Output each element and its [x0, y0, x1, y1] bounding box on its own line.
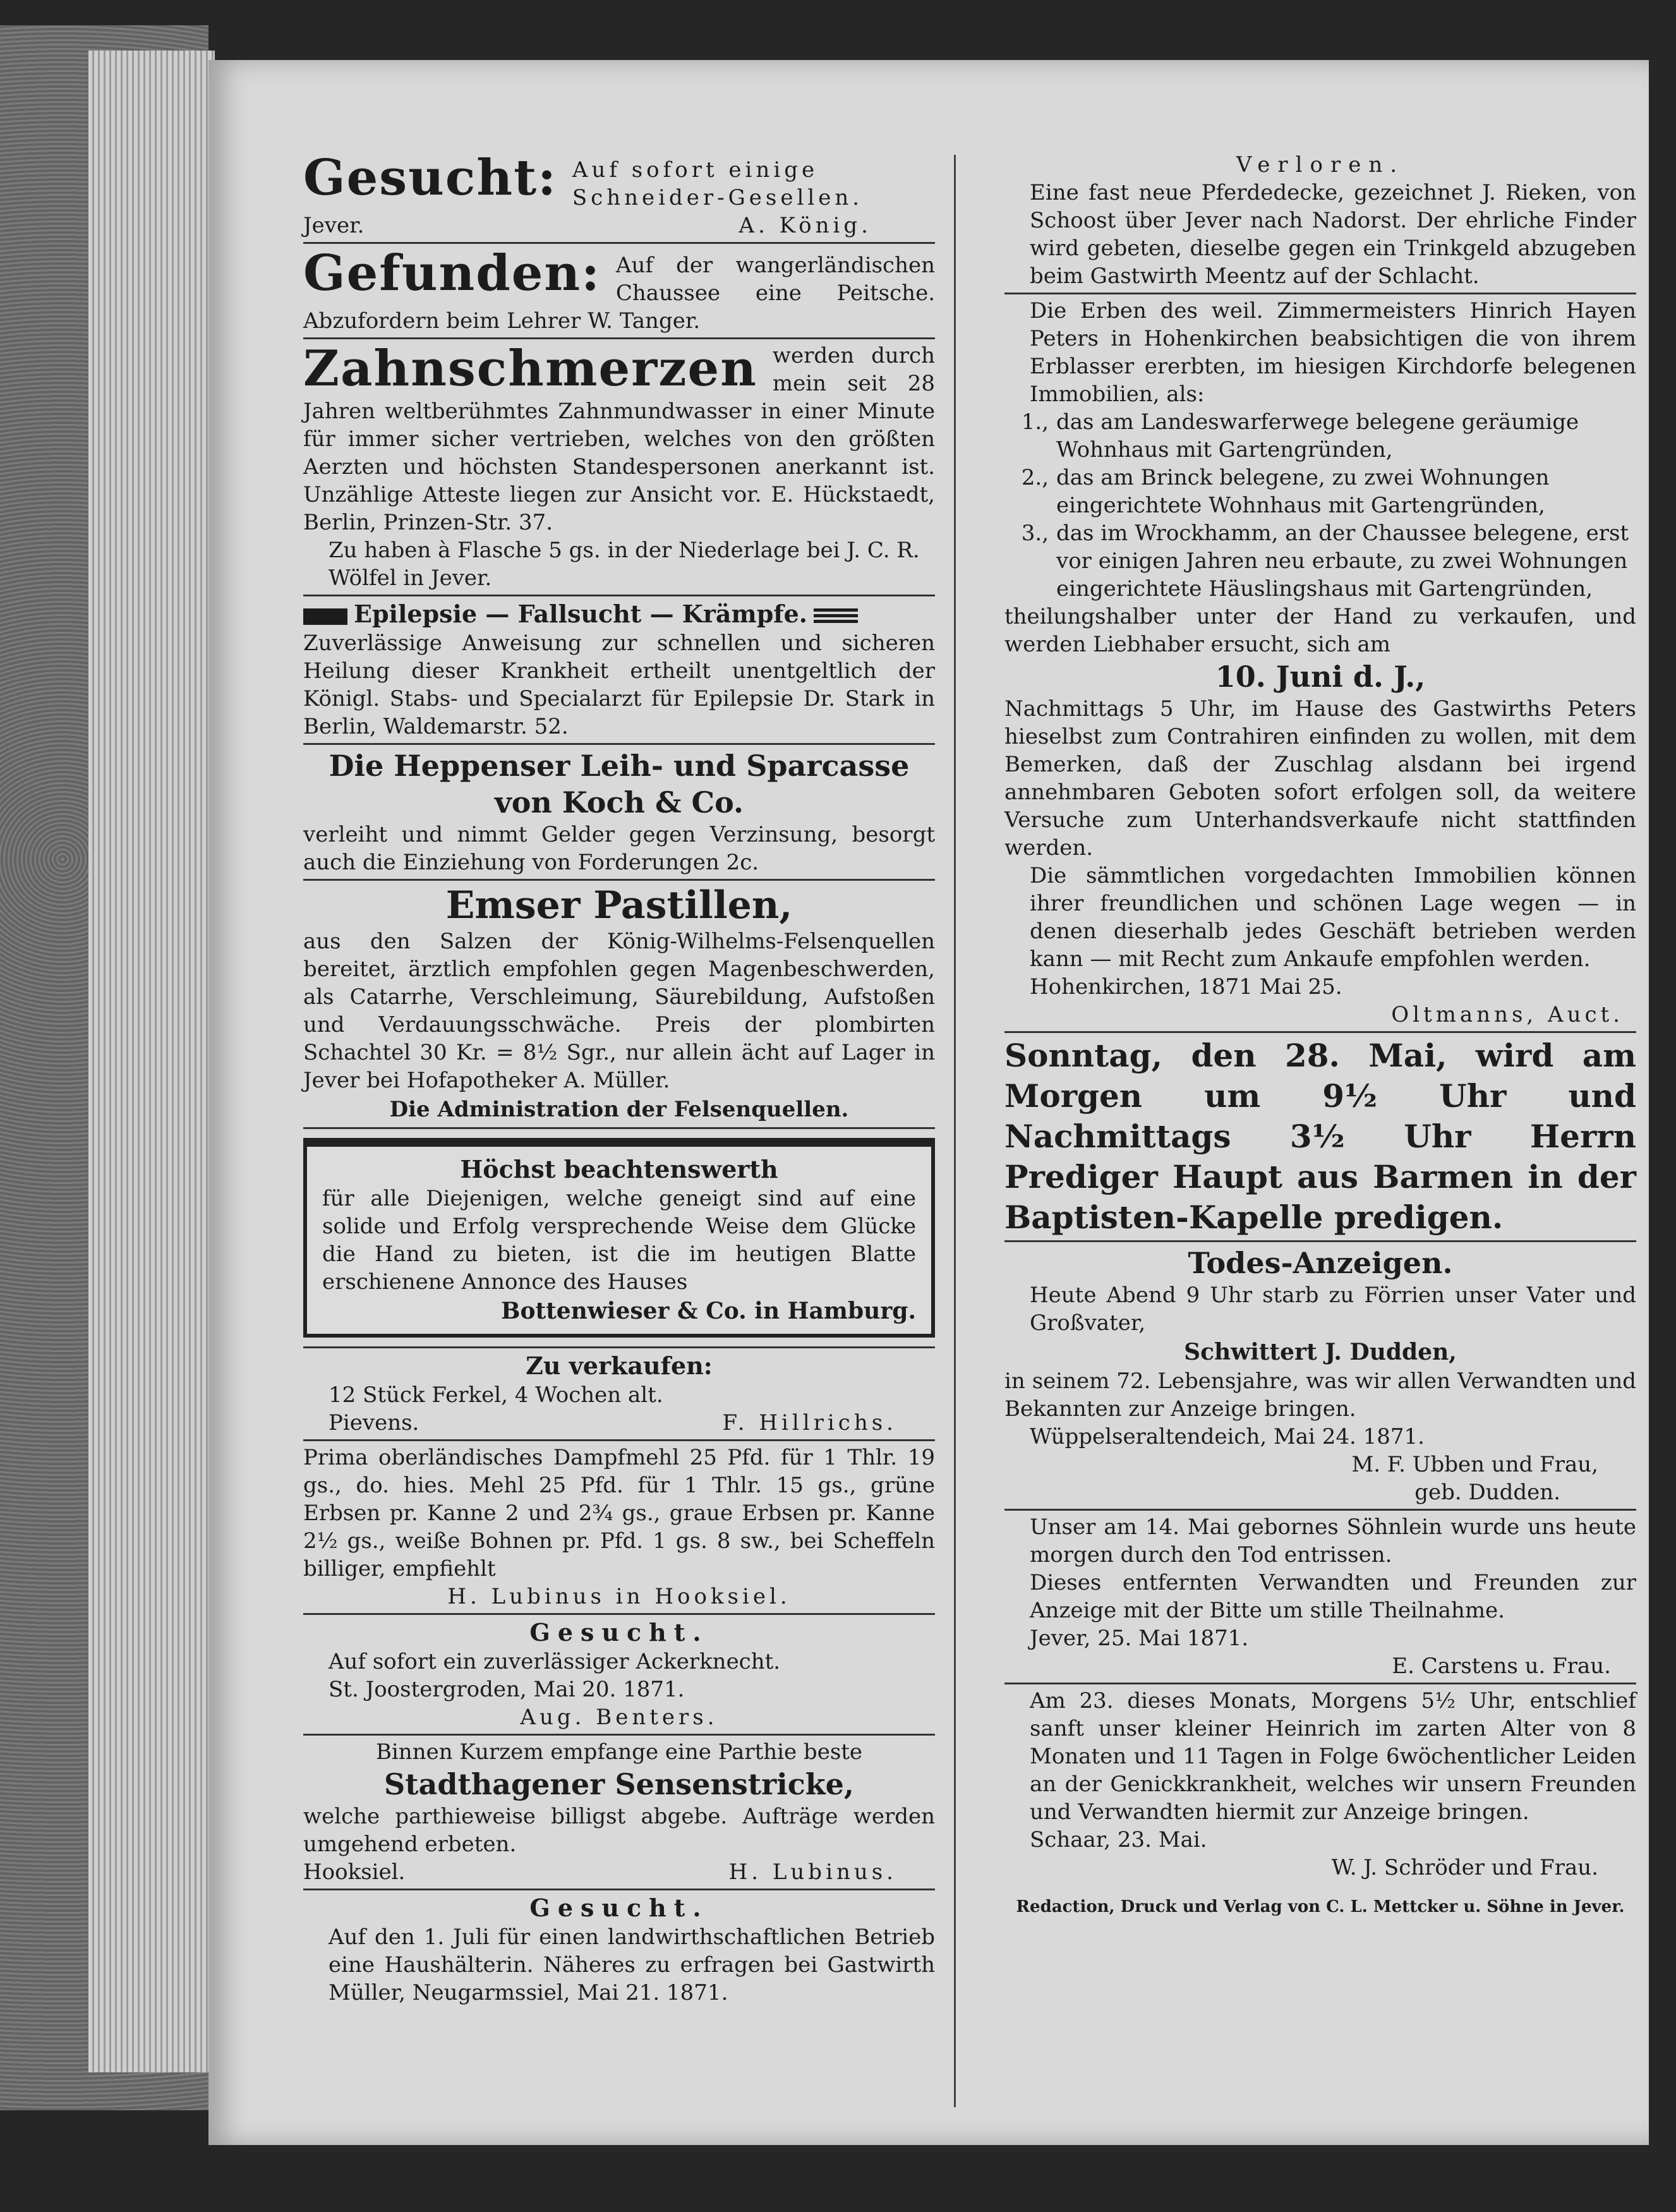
ad-signature: Aug. Benters. [520, 1705, 718, 1730]
ad-heinrich [1004, 1683, 1636, 1884]
ad-heading: Zahnschmerzen [303, 340, 757, 397]
ad-heading: Stadthagener Sensenstricke, [384, 1767, 854, 1801]
ad-signature: Oltmanns, Auct. [1391, 1002, 1624, 1027]
list-number: 3., [1021, 521, 1049, 546]
ad-intro: Die Erben des weil. Zimmermeisters Hinrich Hayen Peters in Hohenkirchen beabsichtigen die von ihrem Erblasser ererbten, im hiesigen Kirchdorfe belegenen Immobilien, als: [1030, 298, 1636, 407]
ad-text: Die sämmtlichen vorgedachten Immobilien können ihrer freundlichen und schönen Lage wegen — in denen dieserhalb jedes Geschäft betrieben werden kann — mit Recht zum Ankaufe empfohlen werden. [1030, 863, 1636, 972]
ad-place: St. Joostergroden, Mai 20. 1871. [329, 1677, 685, 1702]
ad-emser-pastillen [303, 879, 935, 1127]
ad-heading: Gefunden: [303, 245, 601, 302]
ad-heading: Verloren. [1236, 152, 1405, 178]
ad-text: Am 23. dieses Monats, Morgens 5½ Uhr, entschlief sanft unser kleiner Heinrich im zarten Alter von 8 Monaten und 11 Tagen in Folge 6wöchentlicher Leiden an der Genickkrankheit, welches wir unsern Freunden und Verwandten hiermit zur Anzeige bringen. [1030, 1688, 1636, 1825]
ad-heading: Epilepsie — Fallsucht — Krämpfe. [354, 600, 808, 628]
ad-heading: Die Heppenser Leih- und Sparcasse [329, 749, 910, 783]
right-column [1004, 148, 1636, 1921]
ad-text: theilungshalber unter der Hand zu verkaufen, und werden Liebhaber ersucht, sich am [1004, 604, 1636, 657]
ad-text: Zuverlässige Anweisung zur schnellen und sicheren Heilung dieser Krankheit ertheilt unentgeltlich der Königl. Stabs- und Specialarzt für Epilepsie Dr. Stark in Berlin, Waldemarstr. 52. [303, 631, 935, 739]
ad-signature: F. Hillrichs. [722, 1410, 897, 1435]
ad-gesucht-ackerknecht [303, 1613, 935, 1734]
ad-heading: Emser Pastillen, [445, 883, 793, 928]
ornament-icon [814, 608, 858, 625]
ad-text: welche parthieweise billigst abgebe. Aufträge werden umgehend erbeten. [303, 1804, 935, 1857]
ad-signature: M. F. Ubben und Frau, [1351, 1452, 1598, 1477]
ad-place: Pievens. [329, 1410, 419, 1435]
list-number: 2., [1021, 465, 1049, 490]
ad-sonntag-predigt [1004, 1031, 1636, 1240]
ad-text: für alle Diejenigen, welche geneigt sind auf eine solide und Erfolg versprechende Weise dem Glücke die Hand zu bieten, ist die im heutigen Blatte erschienene Annonce des Hauses [322, 1186, 916, 1295]
ad-zahnschmerzen [303, 337, 935, 595]
page-edges [88, 51, 215, 2072]
ad-text: Eine fast neue Pferdedecke, gezeichnet J. Rieken, von Schoost über Jever nach Nadorst. Der ehrliche Finder wird gebeten, dieselbe gegen ein Trinkgeld abzugeben beim Gastwirth Meentz auf der Schlacht. [1030, 180, 1636, 289]
ad-heading: Gesucht: [303, 149, 557, 207]
ad-gesucht-schneider [303, 148, 935, 242]
ad-signature: H. Lubinus in Hooksiel. [447, 1584, 791, 1609]
list-number: 1., [1021, 409, 1049, 435]
ad-heading: Todes-Anzeigen. [1188, 1246, 1453, 1280]
list-text: das am Brinck belegene, zu zwei Wohnungen eingerichtete Wohnhaus mit Gartengründen, [1056, 465, 1550, 518]
deceased-name: Schwittert J. Dudden, [1184, 1339, 1457, 1365]
ad-text: 12 Stück Ferkel, 4 Wochen alt. [329, 1382, 663, 1408]
ad-place: Jever. [303, 213, 365, 238]
ad-subheading: von Koch & Co. [494, 785, 744, 819]
ad-place: Hooksiel. [303, 1859, 406, 1885]
ad-heading: Gesucht. [529, 1618, 709, 1647]
ad-todes-anzeigen [1004, 1240, 1636, 1509]
ad-heading: Gesucht. [529, 1894, 709, 1922]
ad-text: Prima oberländisches Dampfmehl 25 Pfd. für 1 Thlr. 19 gs., do. hies. Mehl 25 Pfd. für 1 Thlr. 15 gs., grüne Erbsen pr. Kanne 2 und 2¾ gs., graue Erbsen pr. Kanne 2½ gs., weiße Bohnen pr. Pfd. 1 gs. 8 sw., bei Scheffeln billiger, empfiehlt [303, 1445, 935, 1581]
list-item [1004, 408, 1636, 464]
ad-epilepsie [303, 595, 935, 743]
ad-text: Auf der wangerländischen Chaussee eine Peitsche. Abzufordern beim Lehrer W. Tanger. [303, 253, 935, 334]
column-divider [954, 155, 956, 2107]
newspaper-page [208, 60, 1649, 2145]
ad-place: Hohenkirchen, 1871 Mai 25. [1030, 974, 1342, 1000]
ad-signature: geb. Dudden. [1414, 1480, 1560, 1505]
list-text: das am Landeswarferwege belegene geräumige Wohnhaus mit Gartengründen, [1056, 409, 1579, 462]
list-item [1004, 464, 1636, 519]
ad-gefunden [303, 242, 935, 337]
ad-zu-verkaufen [303, 1346, 935, 1439]
ad-text: Heute Abend 9 Uhr starb zu Förrien unser Vater und Großvater, [1030, 1283, 1636, 1336]
ad-text: Auf sofort ein zuverlässiger Ackerknecht. [329, 1649, 781, 1674]
ad-sale-info: Zu haben à Flasche 5 gs. in der Niederlage bei J. C. R. Wölfel in Jever. [329, 538, 920, 591]
ad-place: Schaar, 23. Mai. [1030, 1827, 1207, 1852]
ad-sensenstricke [303, 1734, 935, 1889]
ad-text: Nachmittags 5 Uhr, im Hause des Gastwirths Peters hieselbst zum Contrahiren einfinden zu wollen, mit dem Bemerken, daß der Zuschlag alsdann bei irgend annehmbaren Geboten sofort erfolgen soll, da weitere Versuche zum Unterhandsverkaufe nicht stattfinden werden. [1004, 696, 1636, 861]
ad-text: in seinem 72. Lebensjahre, was wir allen Verwandten und Bekannten zur Anzeige bringen. [1004, 1369, 1636, 1422]
ad-signature: Bottenwieser & Co. in Hamburg. [501, 1298, 916, 1324]
pointing-hand-icon [303, 608, 347, 625]
ad-signature: A. König. [739, 213, 872, 238]
list-text: das im Wrockhamm, an der Chaussee belegene, erst vor einigen Jahren neu erbaute, zu zwei Wohnungen eingerichtete Häuslingshaus mit Gartengründen, [1056, 521, 1629, 601]
ad-text: aus den Salzen der König-Wilhelms-Felsenquellen bereitet, ärztlich empfohlen gegen Magenbeschwerden, als Catarrhe, Verschleimung, Säurebildung, Aufstoßen und Verdauungsschwäche. Preis der plombirten Schachtel 30 Kr. = 8½ Sgr., nur allein ächt auf Lager in Jever bei Hofapotheker A. Müller. [303, 929, 935, 1093]
ad-heppenser-sparcasse [303, 743, 935, 879]
imprint: Redaction, Druck und Verlag von C. L. Mettcker u. Söhne in Jever. [1016, 1897, 1625, 1916]
ad-heading: Höchst beachtenswerth [460, 1155, 778, 1183]
ad-signature: H. Lubinus. [728, 1859, 897, 1885]
ad-text: Sonntag, den 28. Mai, wird am Morgen um 9½ Uhr und Nachmittags 3½ Uhr Herrn Prediger Haupt aus Barmen in der Baptisten-Kapelle predigen. [1004, 1037, 1636, 1236]
auction-date: 10. Juni d. J., [1215, 660, 1426, 694]
ad-text: verleiht und nimmt Gelder gegen Verzinsung, besorgt auch die Einziehung von Forderungen 2c. [303, 822, 935, 875]
ad-beachtenswerth [303, 1127, 935, 1346]
ad-prima-mehl [303, 1439, 935, 1613]
ad-gesucht-haushaelterin [303, 1889, 935, 2009]
ad-intro: Binnen Kurzem empfange eine Parthie beste [375, 1739, 863, 1765]
ad-soehnlein [1004, 1509, 1636, 1683]
ad-signature: Die Administration der Felsenquellen. [389, 1097, 849, 1122]
ad-signature: E. Carstens u. Frau. [1392, 1653, 1611, 1679]
list-item [1004, 519, 1636, 603]
ad-verloren [1004, 148, 1636, 293]
ad-text: Auf den 1. Juli für einen landwirthschaftlichen Betrieb eine Haushälterin. Näheres zu erfragen bei Gastwirth Müller, Neugarmssiel, Mai 21. 1871. [329, 1925, 935, 2005]
ad-text: Dieses entfernten Verwandten und Freunden zur Anzeige mit der Bitte um stille Theilnahme. [1030, 1570, 1636, 1623]
framed-notice [303, 1138, 935, 1338]
left-column [303, 148, 935, 2009]
ad-text: werden durch mein seit 28 Jahren weltberühmtes Zahnmundwasser in einer Minute für immer sicher vertrieben, welches von den größten Aerzten und höchsten Standespersonen anerkannt ist. Unzählige Atteste liegen zur Ansicht vor. E. Hückstaedt, Berlin, Prinzen-Str. 37. [303, 343, 935, 535]
ad-signature: W. J. Schröder und Frau. [1331, 1855, 1598, 1880]
ad-text: Auf sofort einige Schneider-Gesellen. [572, 157, 864, 210]
ad-text: Unser am 14. Mai gebornes Söhnlein wurde uns heute morgen durch den Tod entrissen. [1030, 1514, 1636, 1568]
ad-immobilien [1004, 293, 1636, 1031]
ad-place: Wüppelseraltendeich, Mai 24. 1871. [1030, 1424, 1425, 1449]
ad-place: Jever, 25. Mai 1871. [1030, 1626, 1249, 1651]
ad-heading: Zu verkaufen: [526, 1351, 713, 1380]
